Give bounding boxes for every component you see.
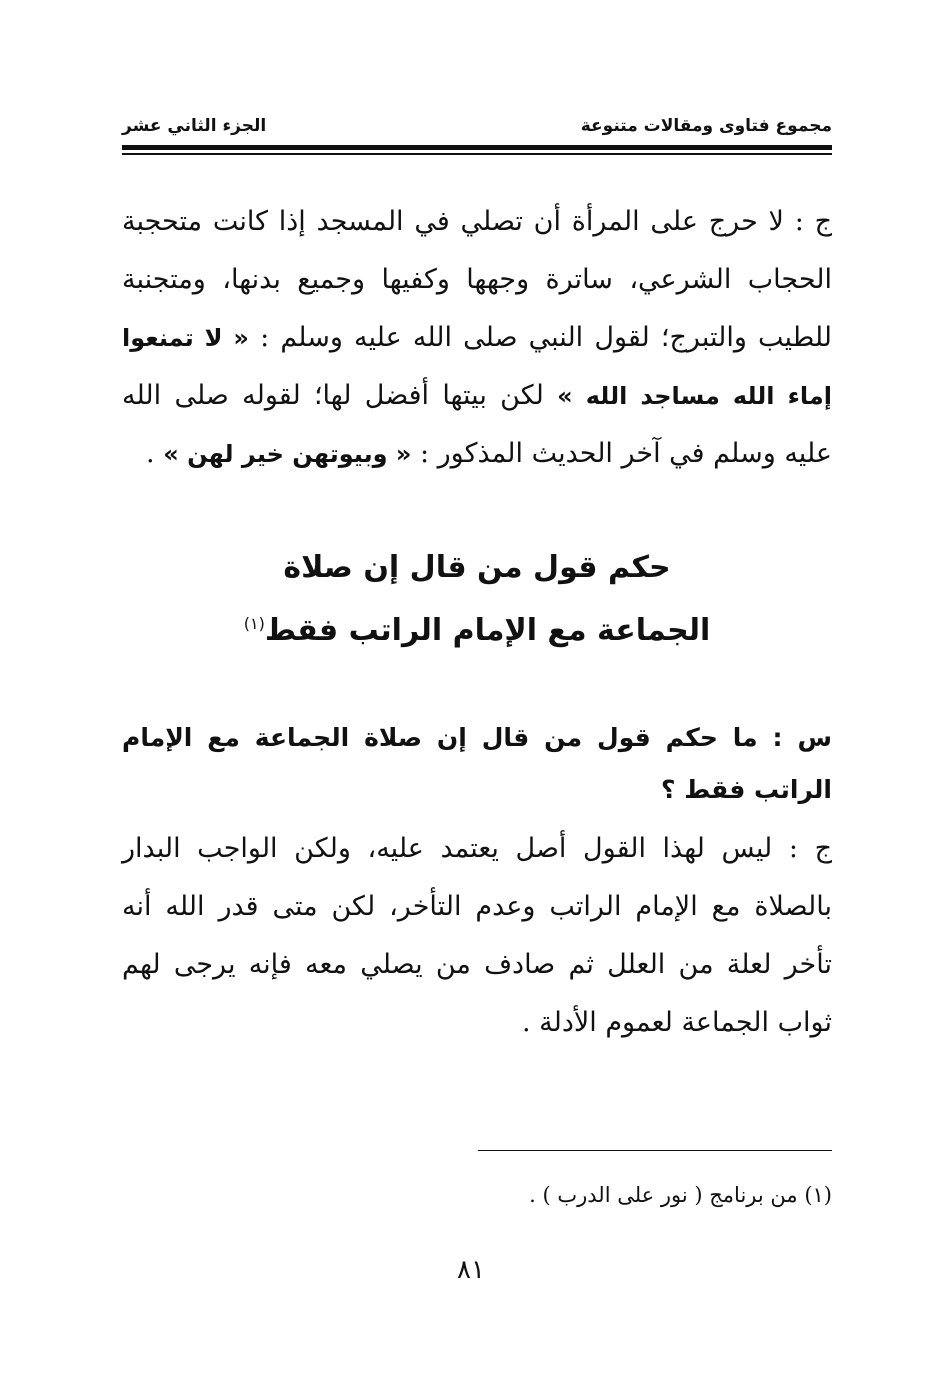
header-rule-thin (122, 153, 832, 155)
question-paragraph: س : ما حكم قول من قال إن صلاة الجماعة مع الإمام الراتب فقط ؟ (122, 723, 832, 804)
book-title: مجموع فتاوى ومقالات متنوعة (580, 116, 832, 136)
section-title-line-1: حكم قول من قال إن صلاة (283, 550, 671, 585)
footnote-rule (478, 1150, 832, 1151)
footnote-marker: (١) (243, 614, 265, 633)
footnote: (١) من برنامج ( نور على الدرب ) . (529, 1183, 832, 1207)
header-rule-thick (122, 145, 832, 150)
answer1-middle: لكن بيتها أفضل لها؛ لقوله صلى الله عليه وسلم في آخر الحديث المذكور : (122, 380, 832, 469)
section-title-line-2-text: الجماعة مع الإمام الراتب فقط (264, 613, 711, 648)
running-header (122, 112, 832, 142)
answer1-lead: ج : لا حرج على المرأة أن تصلي في المسجد إذا كانت متحجبة الحجاب الشرعي، ساترة وجهها وكفيها وجميع بدنها، ومتجنبة للطيب والتبرج؛ لقول النبي صلى الله عليه وسلم : (122, 206, 833, 353)
hadith-quote-2: « وبيوتهن خير لهن » (163, 440, 412, 468)
hadith-quote-1: « لا تمنعوا إماء الله مساجد الله » (122, 324, 832, 410)
page-number: ٨١ (457, 1255, 485, 1285)
answer1-end: . (146, 438, 155, 469)
section-title-line-2 (122, 596, 832, 659)
section-heading (122, 540, 832, 659)
volume-label: الجزء الثاني عشر (122, 116, 267, 136)
answer-paragraph-1 (122, 193, 832, 483)
answer-paragraph-2: ج : ليس لهذا القول أصل يعتمد عليه، ولكن الواجب البدار بالصلاة مع الإمام الراتب وعدم التأخر، لكن متى قدر الله أنه تأخر لعلة من العلل ثم صادف من يصلي معه فإنه يرجى لهم ثواب الجماعة لعموم الأدلة . (122, 833, 832, 1038)
